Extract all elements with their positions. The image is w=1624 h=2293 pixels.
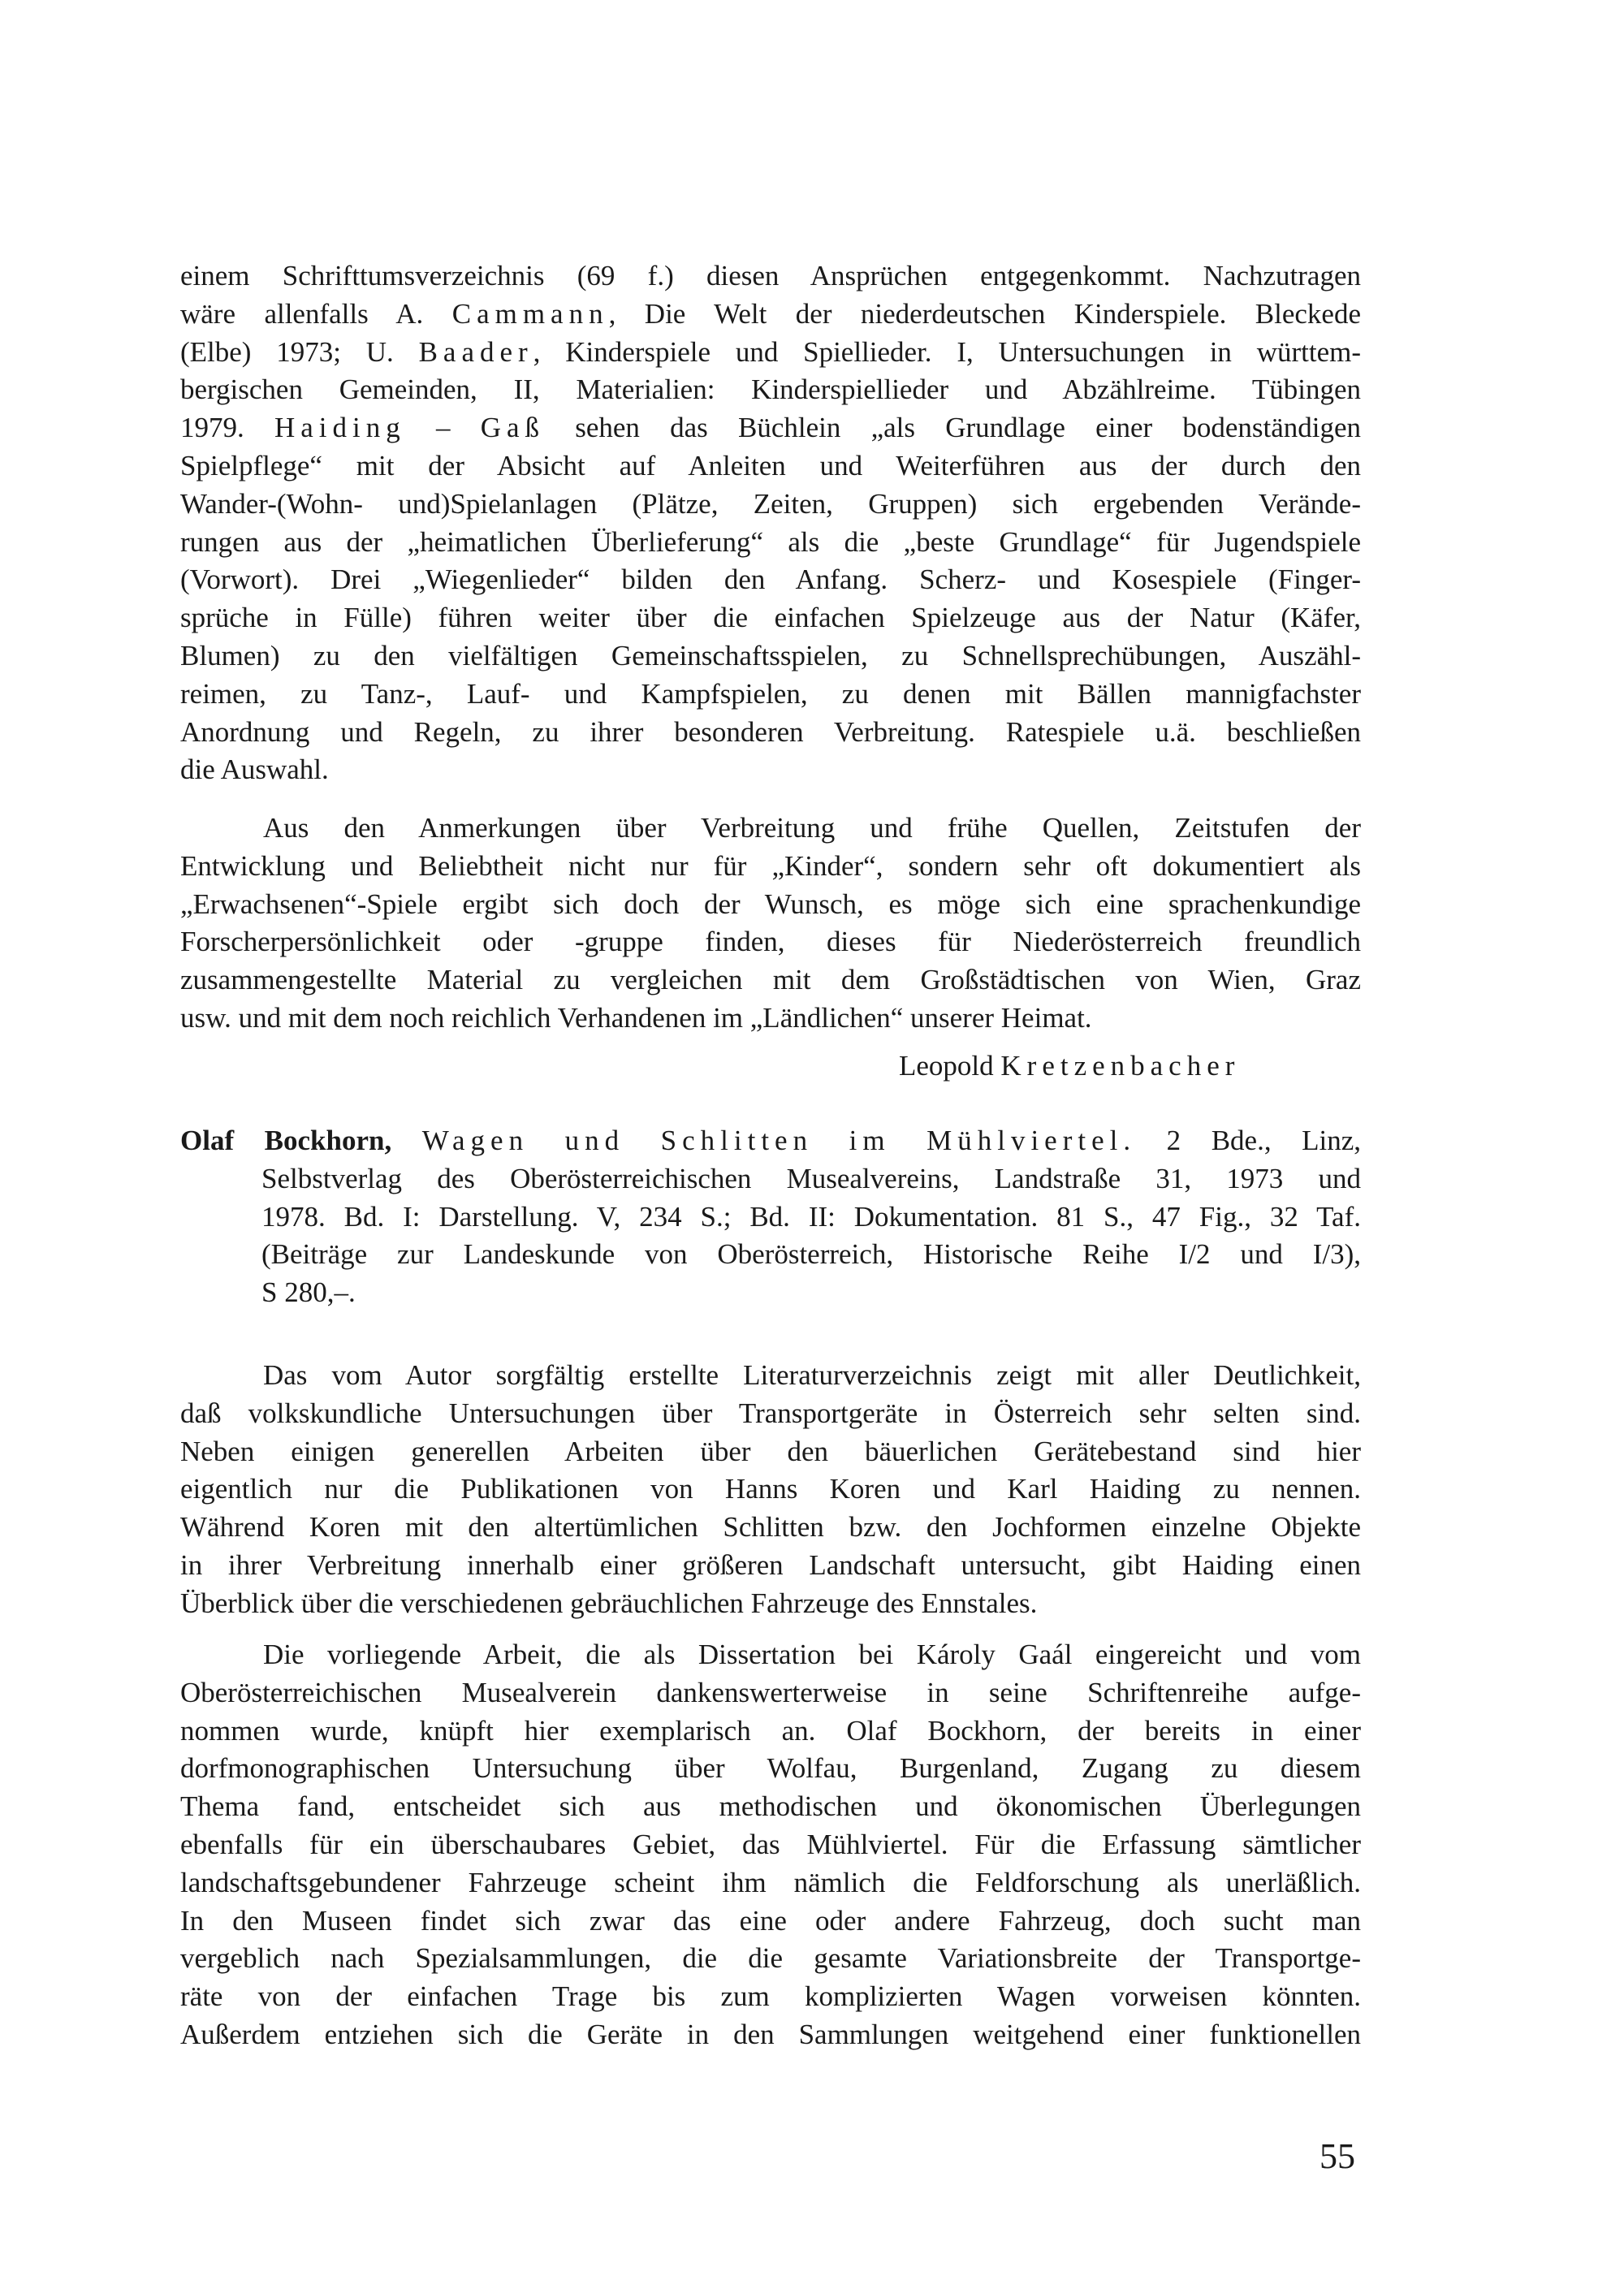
text-run: usw. und mit dem noch reichlich Verhandenen im „Ländlichen“ unserer Heimat.	[180, 1001, 1092, 1034]
text-run: Selbstverlag des Oberösterreichischen Musealvereins, Landstraße 31, 1973 und	[261, 1162, 1361, 1194]
text-line	[180, 751, 1361, 789]
text-line	[180, 1433, 1361, 1471]
author-name: Olaf Bockhorn,	[180, 1125, 392, 1156]
text-run: in ihrer Verbreitung innerhalb einer größeren Landschaft untersucht, gibt Haiding einen	[180, 1548, 1361, 1581]
text-run: sehen das Büchlein „als Grundlage einer bodenständigen	[545, 412, 1362, 444]
text-run: Die vorliegende Arbeit, die als Dissertation bei Károly Gaál eingereicht und vom	[263, 1639, 1361, 1670]
paragraph-vorliegende-arbeit	[180, 1636, 1361, 2054]
signature-first-name: Leopold	[899, 1050, 1001, 1082]
spaced-text: Haiding	[274, 412, 406, 444]
text-run: (Beiträge zur Landeskunde von Oberösterreich, Historische Reihe I/2 und I/3),	[261, 1238, 1361, 1271]
text-line	[180, 1826, 1361, 1864]
text-line	[180, 1864, 1361, 1902]
text-line	[180, 1940, 1361, 1978]
text-run: rungen aus der „heimatlichen Überlieferung“ als die „beste Grundlage“ für Jugendspiele	[180, 525, 1361, 558]
text-line	[180, 1509, 1361, 1547]
text-line	[180, 961, 1361, 1000]
text-run: sprüche in Fülle) führen weiter über die einfachen Spielzeuge aus der Natur (Käfer,	[180, 602, 1361, 634]
text-run: S 280,–.	[261, 1276, 356, 1309]
paragraph-literatur	[180, 1357, 1361, 1623]
text-run: Wander-(Wohn- und)Spielanlagen (Plätze, Zeiten, Gruppen) sich ergebenden Verände-	[180, 487, 1361, 520]
spaced-text: Gaß	[480, 412, 546, 444]
signature-last-name: Kretzenbacher	[1000, 1050, 1241, 1082]
text-line	[180, 599, 1361, 637]
text-run: daß volkskundliche Untersuchungen über Transportgeräte in Österreich sehr selten sind.	[180, 1397, 1361, 1429]
signature	[899, 1047, 1240, 1086]
text-line	[180, 1978, 1361, 2016]
text-run: Forscherpersönlichkeit oder -gruppe finden, dieses für Niederösterreich freundlich	[180, 926, 1361, 958]
text-line	[180, 257, 1361, 296]
text-run: ebenfalls für ein überschaubares Gebiet, das Mühlviertel. Für die Erfassung sämtlicher	[180, 1828, 1361, 1860]
text-run: wäre allenfalls A.	[180, 297, 452, 330]
paragraph-continued	[180, 257, 1361, 789]
text-line	[180, 1636, 1361, 1674]
review-bibliographic-entry	[180, 1122, 1361, 1312]
text-run: 1978. Bd. I: Darstellung. V, 234 S.; Bd. II: Dokumentation. 81 S., 47 Fig., 32 Taf.	[261, 1200, 1361, 1233]
text-run: zusammengestellte Material zu vergleichen mit dem Großstädtischen von Wien, Graz	[180, 964, 1361, 996]
text-line	[180, 923, 1361, 961]
text-line	[180, 1000, 1361, 1038]
text-line	[180, 1122, 1361, 1160]
text-line	[180, 524, 1361, 562]
text-line	[180, 848, 1361, 886]
text-line	[180, 1902, 1361, 1941]
text-line	[180, 296, 1361, 334]
spaced-text: Baader	[418, 335, 533, 368]
text-line	[180, 447, 1361, 486]
text-run: Spielpflege“ mit der Absicht auf Anleiten und Weiterführen aus der durch den	[180, 449, 1361, 481]
page-number: 55	[1320, 2136, 1355, 2176]
text-line	[180, 1160, 1361, 1198]
text-run: 1979.	[180, 412, 274, 444]
text-run: (Vorwort). Drei „Wiegenlieder“ bilden den Anfang. Scherz- und Kosespiele (Finger-	[180, 564, 1361, 596]
text-run: eigentlich nur die Publikationen von Hanns Koren und Karl Haiding zu nennen.	[180, 1473, 1361, 1505]
text-run: –	[405, 412, 481, 444]
text-line	[180, 486, 1361, 524]
text-line	[180, 1750, 1361, 1788]
text-line	[180, 1236, 1361, 1274]
text-line	[180, 1198, 1361, 1237]
text-run: die Auswahl.	[180, 754, 329, 786]
text-line	[180, 2016, 1361, 2054]
text-run: Außerdem entziehen sich die Geräte in den Sammlungen weitgehend einer funktionellen	[180, 2018, 1361, 2050]
text-line	[180, 1395, 1361, 1433]
text-line	[180, 1547, 1361, 1585]
text-line	[180, 637, 1361, 676]
text-line	[180, 334, 1361, 372]
text-line	[180, 714, 1361, 752]
text-run: bergischen Gemeinden, II, Materialien: Kinderspiellieder und Abzählreime. Tübingen	[180, 374, 1361, 406]
text-run: dorfmonographischen Untersuchung über Wolfau, Burgenland, Zugang zu diesem	[180, 1752, 1361, 1785]
text-line	[180, 1274, 1361, 1312]
text-run: Überblick über die verschiedenen gebräuchlichen Fahrzeuge des Ennstales.	[180, 1587, 1038, 1619]
text-run: Blumen) zu den vielfältigen Gemeinschaftsspielen, zu Schnellsprechübungen, Auszähl-	[180, 639, 1361, 671]
text-line	[180, 1712, 1361, 1751]
spaced-text: Wagen und Schlitten im Mühlviertel.	[421, 1125, 1137, 1156]
text-run: räte von der einfachen Trage bis zum komplizierten Wagen vorweisen könnten.	[180, 1980, 1361, 2013]
text-run: einem Schrifttumsverzeichnis (69 f.) diesen Ansprüchen entgegenkommt. Nachzutragen	[180, 260, 1361, 291]
text-run: reimen, zu Tanz-, Lauf- und Kampfspielen, zu denen mit Bällen mannigfachster	[180, 677, 1361, 710]
text-line	[180, 1585, 1361, 1623]
text-line	[180, 561, 1361, 599]
text-run: Anordnung und Regeln, zu ihrer besonderen Verbreitung. Ratespiele u.ä. beschließen	[180, 715, 1361, 748]
text-run: (Elbe) 1973; U.	[180, 335, 419, 368]
text-line	[180, 1470, 1361, 1509]
text-run: 2 Bde., Linz,	[1136, 1125, 1361, 1156]
text-run: , Kinderspiele und Spiellieder. I, Untersuchungen in württem-	[533, 335, 1361, 368]
text-run: , Die Welt der niederdeutschen Kinderspiele. Bleckede	[608, 297, 1362, 330]
text-run: landschaftsgebundener Fahrzeuge scheint ihm nämlich die Feldforschung als unerläßlich.	[180, 1866, 1361, 1898]
text-run: Aus den Anmerkungen über Verbreitung und frühe Quellen, Zeitstufen der	[263, 812, 1361, 844]
text-line	[180, 1357, 1361, 1395]
text-run	[391, 1125, 422, 1156]
text-run: In den Museen findet sich zwar das eine oder andere Fahrzeug, doch sucht man	[180, 1904, 1361, 1937]
text-line	[180, 1674, 1361, 1712]
text-run: Thema fand, entscheidet sich aus methodischen und ökonomischen Überlegungen	[180, 1790, 1361, 1823]
text-run: Das vom Autor sorgfältig erstellte Literaturverzeichnis zeigt mit aller Deutlichkeit,	[263, 1359, 1361, 1391]
text-line	[180, 886, 1361, 924]
text-line	[180, 810, 1361, 848]
text-run: „Erwachsenen“-Spiele ergibt sich doch der Wunsch, es möge sich eine sprachenkundige	[180, 887, 1361, 920]
text-run: Entwicklung und Beliebtheit nicht nur für „Kinder“, sondern sehr oft dokumentiert als	[180, 849, 1361, 882]
text-line	[180, 409, 1361, 447]
text-run: Oberösterreichischen Musealverein dankenswerterweise in seine Schriftenreihe aufge-	[180, 1676, 1361, 1708]
spaced-text: Cammann	[451, 297, 609, 330]
text-line	[180, 676, 1361, 714]
text-run: vergeblich nach Spezialsammlungen, die die gesamte Variationsbreite der Transportge-	[180, 1942, 1361, 1975]
text-line	[180, 371, 1361, 409]
text-run: Während Koren mit den altertümlichen Schlitten bzw. den Jochformen einzelne Objekte	[180, 1511, 1361, 1544]
text-run: Neben einigen generellen Arbeiten über den bäuerlichen Gerätebestand sind hier	[180, 1435, 1361, 1467]
paragraph-anmerkungen	[180, 810, 1361, 1038]
text-line	[180, 1788, 1361, 1826]
text-run: nommen wurde, knüpft hier exemplarisch an. Olaf Bockhorn, der bereits in einer	[180, 1714, 1361, 1747]
